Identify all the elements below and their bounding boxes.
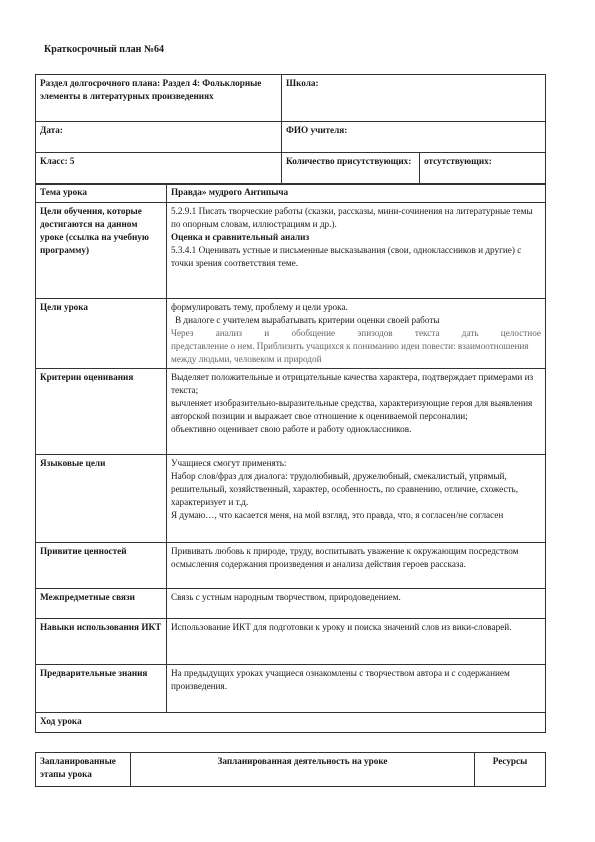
class-cell: Класс: 5 (36, 153, 282, 185)
criteria-value (167, 369, 546, 455)
objectives-value (167, 203, 546, 299)
objective-line-2: 5.3.4.1 Оценивать устные и письменные высказывания (свои, одноклассников и другие) с точки зрения соответствия теме. (171, 245, 522, 268)
plan-table (35, 752, 546, 787)
document-title: Краткосрочный план №64 (44, 44, 164, 55)
goal-line-1: формулировать тему, проблему и цели урока. (171, 302, 348, 312)
absent-cell: отсутствующих: (420, 153, 546, 185)
language-line-1: Учащиеся смогут применять: (171, 458, 287, 468)
activity-header: Запланированная деятельность на уроке (131, 753, 475, 787)
lesson-table (35, 183, 546, 733)
goal-line-3: Через анализ и обобщение эпизодов текста дать целостное (171, 328, 541, 338)
ict-label: Навыки использования ИКТ (36, 619, 167, 665)
interdisciplinary-value: Связь с устным народным творчеством, природоведением. (167, 589, 546, 619)
lesson-goals-value (167, 299, 546, 369)
objective-heading: Оценка и сравнительный анализ (171, 232, 310, 242)
course-header: Ход урока (36, 713, 546, 733)
date-cell: Дата: (36, 122, 282, 153)
topic-label: Тема урока (36, 184, 167, 203)
criteria-label: Критерии оценивания (36, 369, 167, 455)
stages-header: Запланированные этапы урока (36, 753, 131, 787)
criteria-line-1: Выделяет положительные и отрицательные качества характера, подтверждает примерами из текста; (171, 372, 534, 395)
language-line-3: Я думаю…, что касается меня, на мой взгляд, это правда, что, я согласен/не согласен (171, 510, 504, 520)
criteria-line-3: объективно оценивает свою работе и работу одноклассников. (171, 424, 412, 434)
school-cell: Школа: (282, 75, 546, 122)
criteria-line-2: вычленяет изобразительно-выразительные средства, характеризующие героя для выявления авторской позиции и выражает свое отношение к оцениваемой персоналии; (171, 398, 533, 421)
section-cell: Раздел долгосрочного плана: Раздел 4: Фольклорные элементы в литературных произведениях (36, 75, 282, 122)
present-cell: Количество присутствующих: (282, 153, 420, 185)
interdisciplinary-label: Межпредметные связи (36, 589, 167, 619)
language-label: Языковые цели (36, 455, 167, 543)
header-table (35, 74, 546, 185)
values-value: Прививать любовь к природе, труду, воспитывать уважение к окружающим посредством осмысления содержания произведения и анализа действия героев рассказа. (167, 543, 546, 589)
lesson-goals-label: Цели урока (36, 299, 167, 369)
goal-line-2: В диалоге с учителем вырабатывать критерии оценки своей работы (175, 315, 440, 325)
values-label: Привитие ценностей (36, 543, 167, 589)
topic-value: Правда» мудрого Антипыча (167, 184, 546, 203)
prior-value: На предыдущих уроках учащиеся ознакомлены с творчеством автора и с содержанием произведения. (167, 665, 546, 713)
resources-header: Ресурсы (475, 753, 546, 787)
objective-line-1: 5.2.9.1 Писать творческие работы (сказки, рассказы, мини-сочинения на литературные темы по опорным словам, иллюстрациям и др.). (171, 206, 533, 229)
language-line-2: Набор слов/фраз для диалога: трудолюбивый, дружелюбный, смекалистый, упрямый, решительный, хозяйственный, характер, особенность, по сравнению, отличие, схожесть, характеризует и т.д. (171, 471, 519, 507)
prior-label: Предварительные знания (36, 665, 167, 713)
objectives-label: Цели обучения, которые достигаются на данном уроке (ссылка на учебную программу) (36, 203, 167, 299)
goal-line-4: представление о нем. Приблизить учащихся к пониманию идеи повести: взаимоотношения между людьми, человеком и природой (171, 341, 529, 364)
ict-value: Использование ИКТ для подготовки к уроку и поиска значений слов из вики-словарей. (167, 619, 546, 665)
language-value (167, 455, 546, 543)
teacher-cell: ФИО учителя: (282, 122, 546, 153)
